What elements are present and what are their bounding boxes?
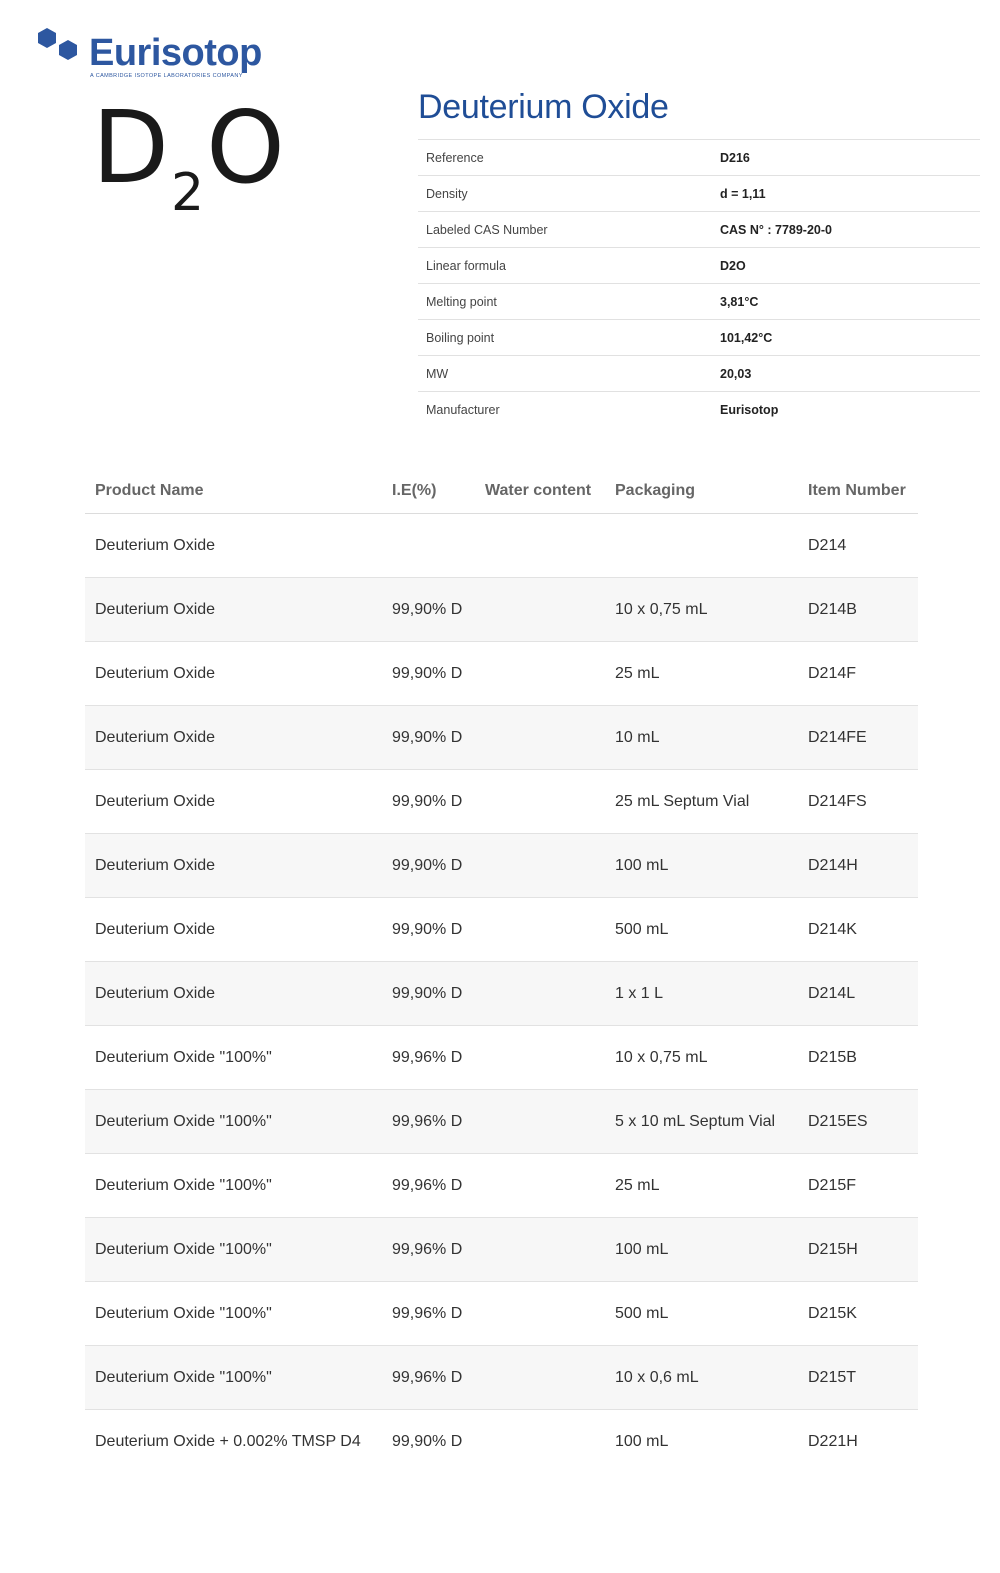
item-number-cell[interactable]: D214B <box>798 578 918 642</box>
packaging-cell: 10 x 0,75 mL <box>605 578 798 642</box>
item-number-cell[interactable]: D215B <box>798 1026 918 1090</box>
water-content-cell <box>475 962 605 1026</box>
packaging-cell: 500 mL <box>605 1282 798 1346</box>
property-row <box>418 356 980 392</box>
property-label: Manufacturer <box>418 392 712 428</box>
packaging-cell: 1 x 1 L <box>605 962 798 1026</box>
table-row <box>85 1346 918 1410</box>
product-name-cell: Deuterium Oxide <box>85 514 382 578</box>
ie-cell: 99,90% D <box>382 642 475 706</box>
table-row <box>85 898 918 962</box>
water-content-cell <box>475 1154 605 1218</box>
packaging-cell: 10 x 0,6 mL <box>605 1346 798 1410</box>
property-value: 20,03 <box>712 356 980 392</box>
chemical-formula <box>92 88 285 225</box>
ie-cell: 99,96% D <box>382 1346 475 1410</box>
item-number-cell[interactable]: D214 <box>798 514 918 578</box>
table-row <box>85 962 918 1026</box>
ie-cell: 99,90% D <box>382 834 475 898</box>
water-content-cell <box>475 514 605 578</box>
property-row <box>418 212 980 248</box>
item-number-cell[interactable]: D214K <box>798 898 918 962</box>
packaging-cell <box>605 514 798 578</box>
property-row <box>418 320 980 356</box>
item-number-cell[interactable]: D215K <box>798 1282 918 1346</box>
formula-rest: O <box>206 89 285 206</box>
item-number-cell[interactable]: D215ES <box>798 1090 918 1154</box>
table-row <box>85 834 918 898</box>
table-row <box>85 1026 918 1090</box>
table-row <box>85 578 918 642</box>
packaging-cell: 25 mL Septum Vial <box>605 770 798 834</box>
item-number-cell[interactable]: D215T <box>798 1346 918 1410</box>
header-water-content: Water content <box>475 468 605 514</box>
item-number-cell[interactable]: D214L <box>798 962 918 1026</box>
water-content-cell <box>475 1410 605 1474</box>
product-name-cell: Deuterium Oxide <box>85 898 382 962</box>
table-row <box>85 1218 918 1282</box>
ie-cell: 99,90% D <box>392 1432 463 1450</box>
products-table <box>85 468 918 1473</box>
water-content-cell <box>475 1026 605 1090</box>
property-value: d = 1,11 <box>712 176 980 212</box>
table-header-row <box>85 468 918 514</box>
ie-cell: 99,96% D <box>382 1218 475 1282</box>
product-name-cell: Deuterium Oxide <box>85 770 382 834</box>
ie-cell: 99,90% D <box>382 898 475 962</box>
packaging-cell: 10 mL <box>605 706 798 770</box>
water-content-cell <box>475 898 605 962</box>
header-ie: I.E(%) <box>382 468 475 514</box>
packaging-cell: 100 mL <box>605 834 798 898</box>
product-name-cell: Deuterium Oxide + 0.002% TMSP D4 <box>95 1432 361 1450</box>
ie-cell: 99,90% D <box>382 578 475 642</box>
ie-cell: 99,90% D <box>382 706 475 770</box>
product-name-cell: Deuterium Oxide <box>85 642 382 706</box>
properties-table <box>418 139 980 427</box>
item-number-cell[interactable]: D214FS <box>798 770 918 834</box>
product-name-cell: Deuterium Oxide "100%" <box>85 1218 382 1282</box>
table-row <box>85 1154 918 1218</box>
product-name-cell: Deuterium Oxide <box>85 962 382 1026</box>
packaging-cell: 25 mL <box>605 642 798 706</box>
product-name-cell: Deuterium Oxide <box>85 706 382 770</box>
property-label: MW <box>418 356 712 392</box>
table-row <box>85 642 918 706</box>
ie-cell: 99,96% D <box>382 1282 475 1346</box>
table-row <box>85 1410 918 1474</box>
table-row <box>85 770 918 834</box>
product-name-cell: Deuterium Oxide "100%" <box>85 1154 382 1218</box>
packaging-cell: 10 x 0,75 mL <box>605 1026 798 1090</box>
property-value: D216 <box>712 140 980 176</box>
header-item-number: Item Number <box>798 468 918 514</box>
water-content-cell <box>475 578 605 642</box>
property-value: Eurisotop <box>712 392 980 428</box>
packaging-cell: 25 mL <box>605 1154 798 1218</box>
brand-logo[interactable] <box>34 26 294 86</box>
logo-tagline: A CAMBRIDGE ISOTOPE LABORATORIES COMPANY <box>90 73 243 79</box>
property-row <box>418 392 980 428</box>
product-name-cell: Deuterium Oxide "100%" <box>85 1282 382 1346</box>
property-row <box>418 284 980 320</box>
product-name-cell: Deuterium Oxide "100%" <box>85 1346 382 1410</box>
table-row <box>85 514 918 578</box>
packaging-cell: 100 mL <box>615 1432 669 1450</box>
table-row <box>85 1282 918 1346</box>
header-packaging: Packaging <box>605 468 798 514</box>
table-row <box>85 706 918 770</box>
property-label: Linear formula <box>418 248 712 284</box>
property-row <box>418 140 980 176</box>
property-label: Boiling point <box>418 320 712 356</box>
water-content-cell <box>475 770 605 834</box>
water-content-cell <box>475 1282 605 1346</box>
product-name-cell: Deuterium Oxide <box>85 578 382 642</box>
property-row <box>418 176 980 212</box>
packaging-cell: 5 x 10 mL Septum Vial <box>605 1090 798 1154</box>
ie-cell: 99,90% D <box>382 770 475 834</box>
ie-cell: 99,96% D <box>382 1026 475 1090</box>
ie-cell: 99,96% D <box>382 1154 475 1218</box>
item-number-cell[interactable]: D221H <box>808 1432 858 1450</box>
product-name-cell: Deuterium Oxide "100%" <box>85 1026 382 1090</box>
water-content-cell <box>475 1346 605 1410</box>
ie-cell <box>382 514 475 578</box>
logo-wordmark: Eurisotop <box>89 32 262 74</box>
item-number-cell[interactable]: D214FE <box>798 706 918 770</box>
property-row <box>418 248 980 284</box>
product-name-cell: Deuterium Oxide <box>85 834 382 898</box>
property-label: Density <box>418 176 712 212</box>
property-label: Melting point <box>418 284 712 320</box>
property-value: 3,81°C <box>712 284 980 320</box>
formula-subscript: 2 <box>171 163 205 223</box>
table-row <box>85 1090 918 1154</box>
item-number-cell[interactable]: D215F <box>798 1154 918 1218</box>
product-name-cell: Deuterium Oxide "100%" <box>85 1090 382 1154</box>
item-number-cell[interactable]: D215H <box>798 1218 918 1282</box>
item-number-cell[interactable]: D214H <box>798 834 918 898</box>
water-content-cell <box>475 706 605 770</box>
packaging-cell: 500 mL <box>605 898 798 962</box>
water-content-cell <box>475 834 605 898</box>
page-title: Deuterium Oxide <box>418 88 669 126</box>
property-label: Reference <box>418 140 712 176</box>
property-label: Labeled CAS Number <box>418 212 712 248</box>
water-content-cell <box>475 1090 605 1154</box>
formula-base: D <box>92 89 170 206</box>
property-value: 101,42°C <box>712 320 980 356</box>
water-content-cell <box>475 1218 605 1282</box>
item-number-cell[interactable]: D214F <box>798 642 918 706</box>
hexagon-logo-icon <box>34 26 86 70</box>
ie-cell: 99,96% D <box>382 1090 475 1154</box>
property-value: D2O <box>712 248 980 284</box>
header-product-name: Product Name <box>85 468 382 514</box>
water-content-cell <box>475 642 605 706</box>
property-value: CAS N° : 7789-20-0 <box>712 212 980 248</box>
ie-cell: 99,90% D <box>382 962 475 1026</box>
packaging-cell: 100 mL <box>605 1218 798 1282</box>
